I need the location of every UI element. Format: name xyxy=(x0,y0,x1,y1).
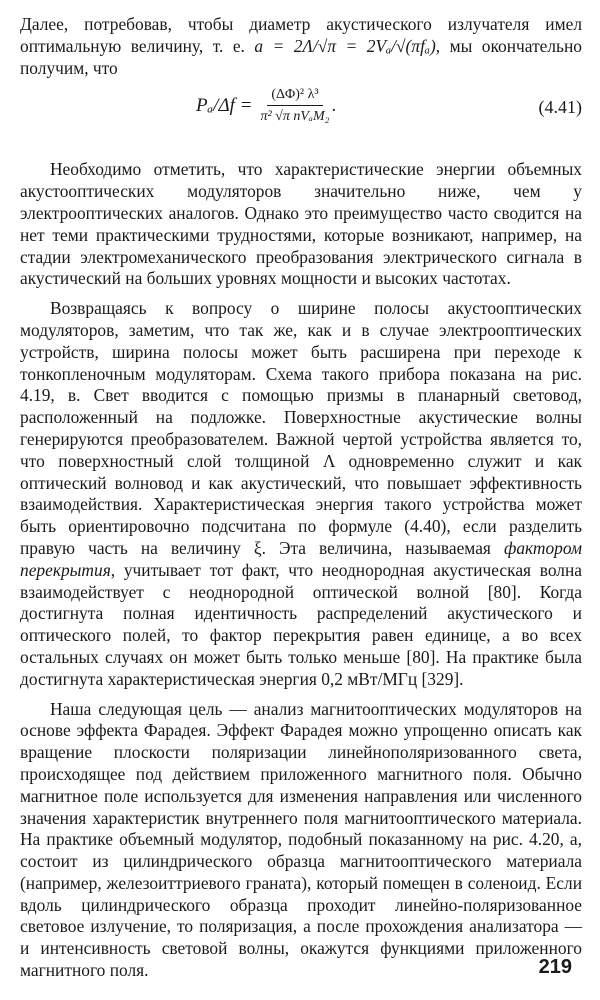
equation-denominator: π² √π nVₐM₂ xyxy=(260,109,330,125)
equation-period: . xyxy=(331,95,337,117)
equation-numerator: (ΔΦ)² λ³ xyxy=(267,87,322,106)
equation-fraction xyxy=(260,87,329,125)
paragraph-characteristic-energies: Необходимо отметить, что характеристические энергии объемных акустооптических модуляторов значительно ниже, чем у электрооптических аналогов. Однако это преимущество часто сводится на нет теми практическими трудностями, которые возникают, например, на стадии электромеханического преобразования электрического сигнала в акустический на больших уровнях мощности и высоких частотах. xyxy=(20,159,582,289)
page-body xyxy=(20,14,582,982)
intro-text-end: , мы окончательно получим, что xyxy=(20,35,582,78)
equation-4-41 xyxy=(20,83,582,145)
term-overlap-factor: фактором перекрытия xyxy=(20,537,582,580)
paragraph-bandwidth xyxy=(20,298,582,690)
bandwidth-text-end: , учитывает тот факт, что неоднородная акустическая волна взаимодействует с неоднородной оптической волной [80]. Когда достигнута полная идентичность распределений акустического и оптического полей, то фактор перекрытия равен единице, а во всех остальных случаях он может быть только меньше [80]. На практике была достигнута характеристическая энергия 0,2 мВт/МГц [329]. xyxy=(20,559,582,689)
bandwidth-text: Возвращаясь к вопросу о ширине полосы акустооптических модуляторов, заметим, что так же, как и в случае электрооптических устройств, ширина полосы может быть расширена при переходе к тонкопленочным модуляторам. Схема такого прибора показана на рис. 4.19, в. Свет вводится с помощью призмы в планарный световод, расположенный на подложке. Поверхностные акустические волны генерируются преобразователем. Важной чертой устройства является то, что поверхностный слой толщиной Λ одновременно служит и как оптический волновод и как акустический, что повышает эффективность взаимодействия. Характеристическая энергия такого устройства может быть ориентировочно подсчитана по формуле (4.40), если разделить правую часть на величину ξ. Эта величина, называемая xyxy=(20,298,582,558)
equation-number: (4.41) xyxy=(538,97,582,118)
intro-text: Далее, потребовав, чтобы диаметр акустического излучателя имел оптимальную величину, т. е. xyxy=(20,14,582,56)
paragraph-intro xyxy=(20,14,582,79)
equation-body xyxy=(196,87,336,125)
paragraph-faraday: Наша следующая цель — анализ магнитооптических модуляторов на основе эффекта Фарадея. Эффект Фарадея можно упрощенно описать как вращение плоскости поляризации линейнополяризованного света, происходящее под действием приложенного магнитного поля. Обычно магнитное поле используется для изменения направления или численного значения характеристик внутреннего поля магнитооптического материала. На практике объемный модулятор, подобный показанному на рис. 4.20, а, состоит из цилиндрического образца магнитооптического материала (например, железоиттриевого граната), который помещен в соленоид. Если вдоль цилиндрического образца проходит линейно-поляризованное световое излучение, то поляризация, а после прохождения анализатора — и интенсивность световой волны, окажутся функциями приложенного магнитного поля. xyxy=(20,698,582,981)
equation-lhs: Pₐ/Δf = xyxy=(196,95,253,117)
page-number: 219 xyxy=(538,956,572,978)
inline-formula-diameter: a = 2Λ/√π = 2Vₐ/√(πfₐ) xyxy=(254,35,436,56)
